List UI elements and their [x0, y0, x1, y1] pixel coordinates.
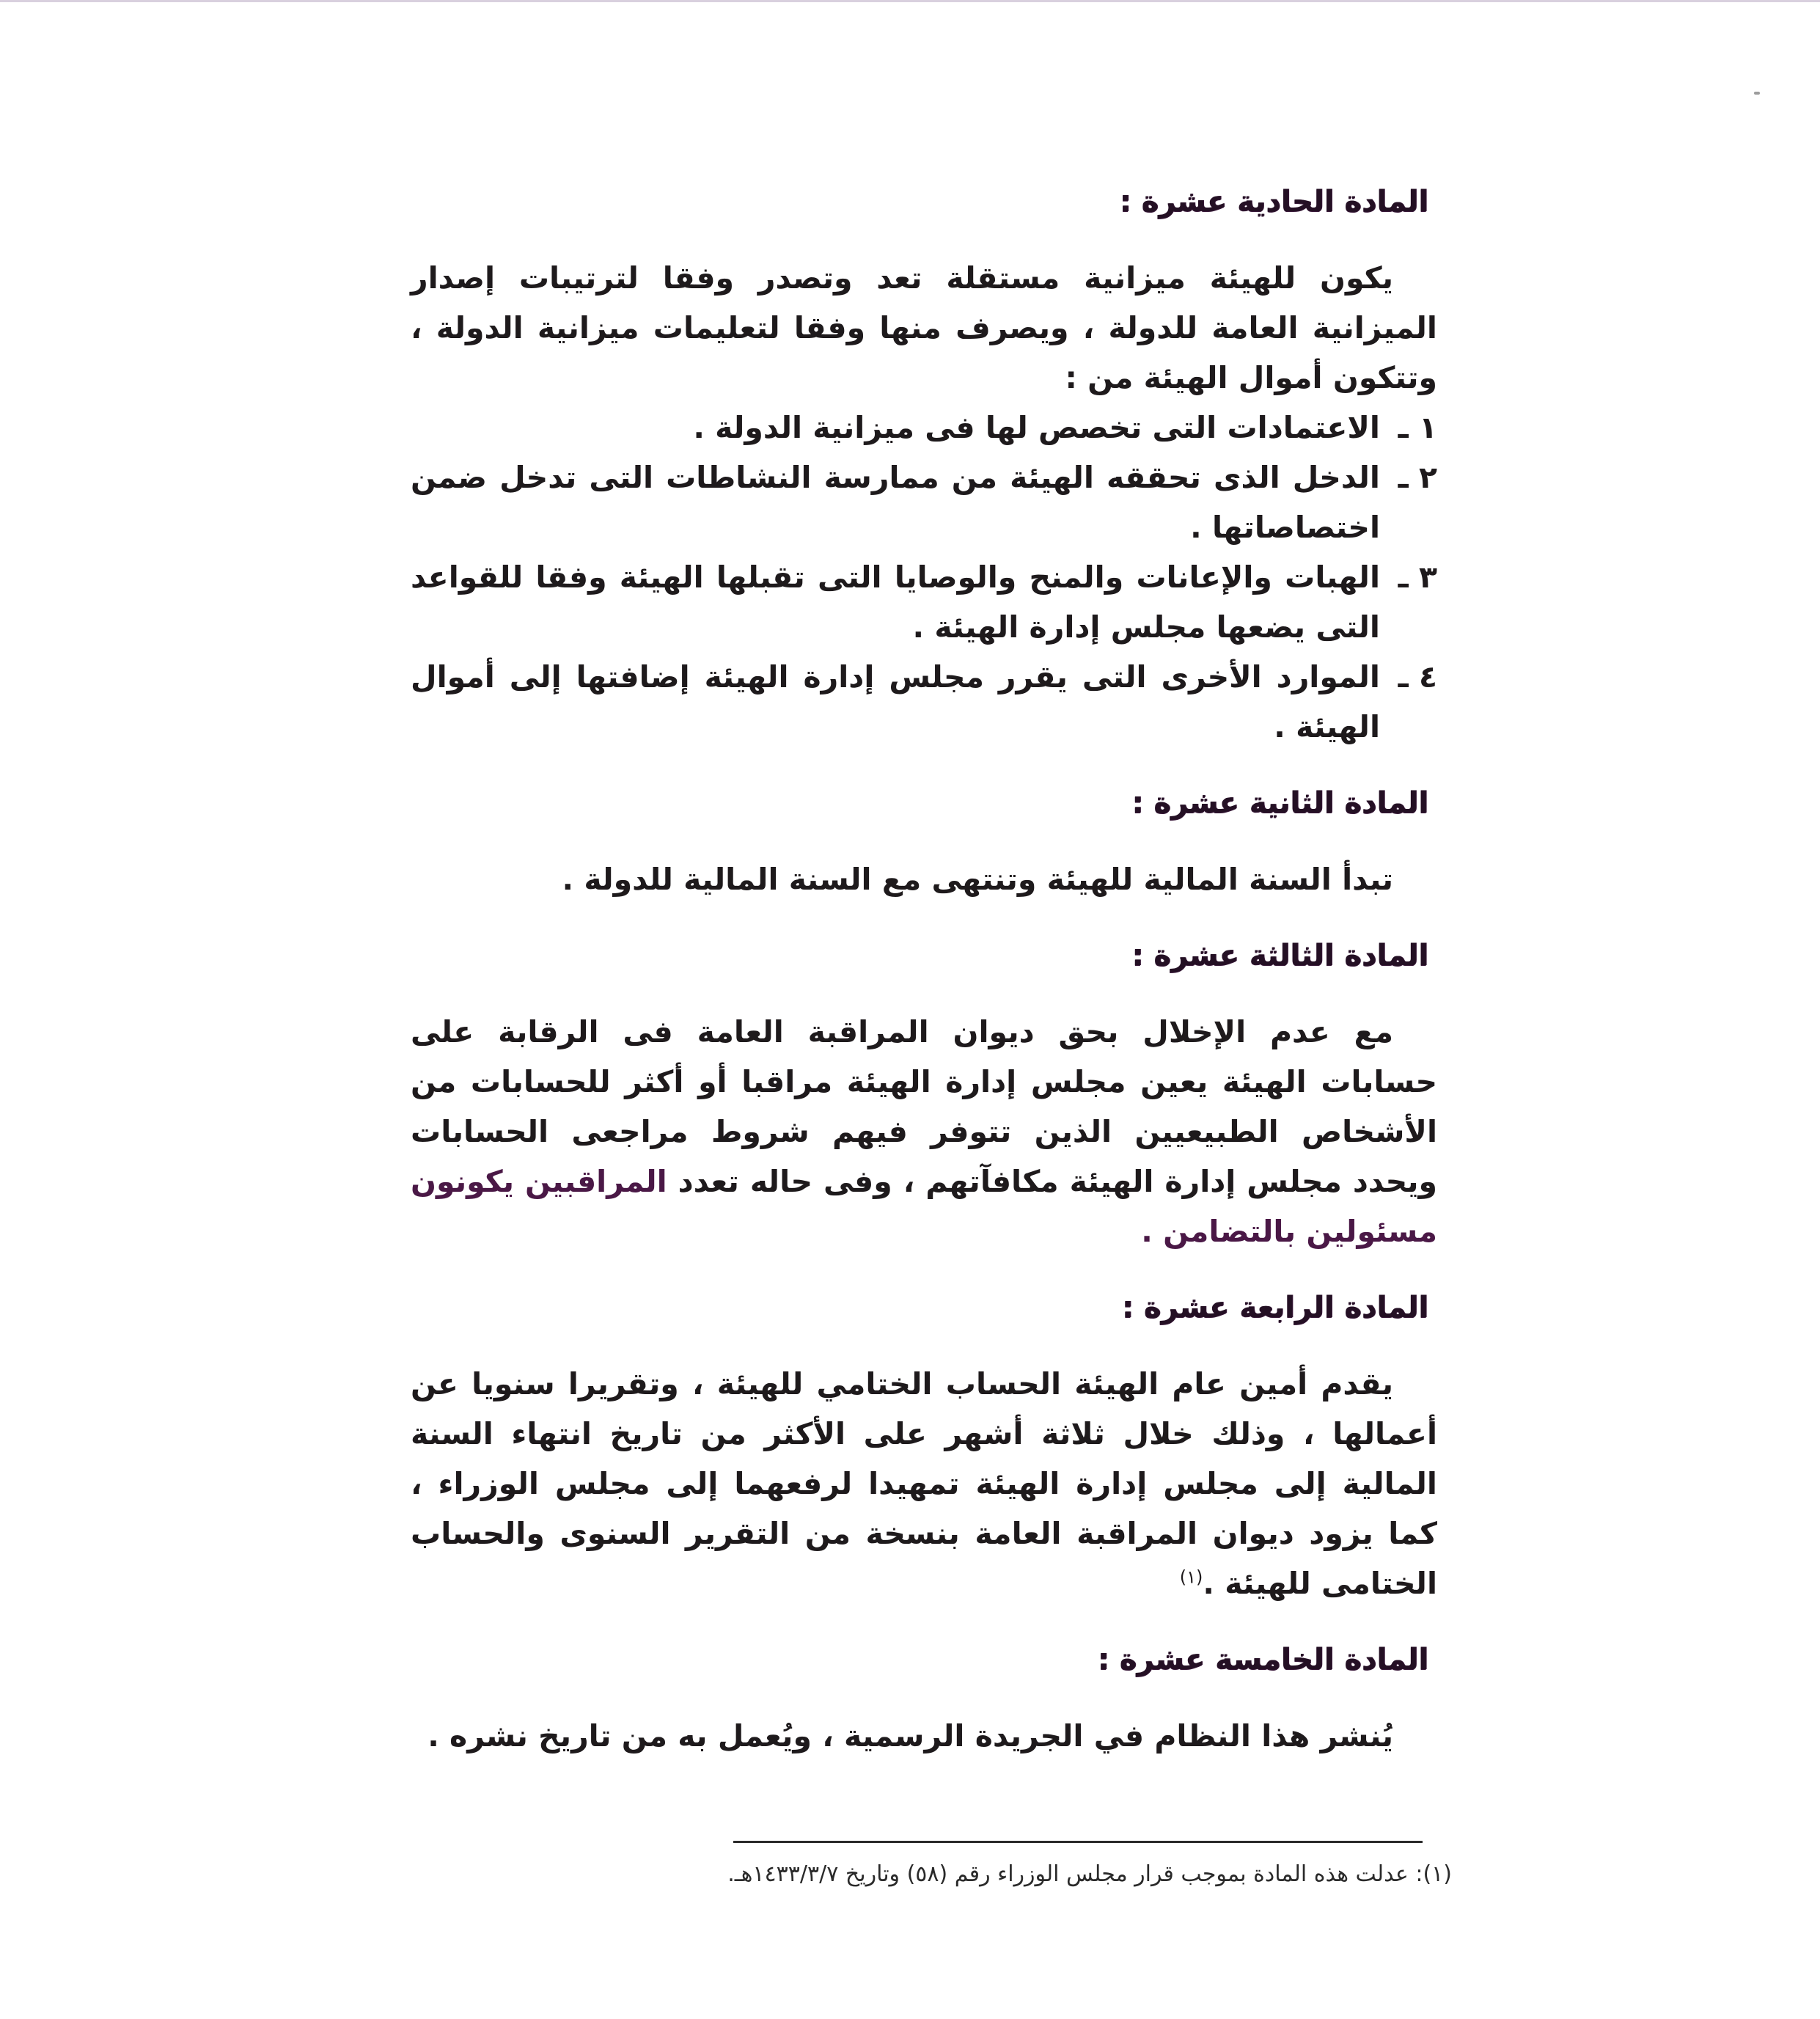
article-13-text-tail: المراقبين يكونون مسئولين بالتضامن .: [411, 1164, 1437, 1249]
list-item: [411, 403, 1437, 452]
article-14-body: [411, 1359, 1437, 1608]
article-15-body: [411, 1711, 1437, 1761]
footnote-text: (١): عدلت هذه المادة بموجب قرار مجلس الوزراء رقم (٥٨) وتاريخ ١٤٣٣/٣/٧هـ.: [727, 1861, 1452, 1887]
article-15-text: يُنشر هذا النظام في الجريدة الرسمية ، ويُعمل به من تاريخ نشره .: [428, 1718, 1393, 1754]
list-item-text: الموارد الأخرى التى يقرر مجلس إدارة الهيئة إضافتها إلى أموال الهيئة .: [411, 659, 1380, 744]
list-item-number: ٢ ـ: [1398, 460, 1437, 495]
article-11-body: [411, 253, 1437, 752]
article-14-text: يقدم أمين عام الهيئة الحساب الختامي للهيئة ، وتقريرا سنويا عن أعمالها ، وذلك خلال ثلاثة أشهر على الأكثر من تاريخ انتهاء السنة المالية إلى مجلس إدارة الهيئة تمهيدا لرفعهما إلى مجلس الوزراء ، كما يزود ديوان المراقبة العامة بنسخة من التقرير السنوى والحساب الختامى للهيئة .: [411, 1366, 1437, 1601]
article-12-text: تبدأ السنة المالية للهيئة وتنتهى مع السنة المالية للدولة .: [562, 862, 1393, 897]
article-11-intro: يكون للهيئة ميزانية مستقلة تعد وتصدر وفقا لترتيبات إصدار الميزانية العامة للدولة ، ويصرف منها وفقا لتعليمات ميزانية الدولة ، وتتكون أموال الهيئة من :: [411, 260, 1437, 395]
scan-edge-line: [0, 0, 1820, 2]
list-item: [411, 452, 1437, 552]
article-13-text: مع عدم الإخلال بحق ديوان المراقبة العامة فى الرقابة على حسابات الهيئة يعين مجلس إدارة الهيئة مراقبا أو أكثر للحسابات من الأشخاص الطبيعيين الذين تتوفر فيهم شروط مراجعى الحسابات ويحدد مجلس إدارة الهيئة مكافآتهم ، وفى حاله تعدد: [411, 1014, 1437, 1199]
article-13-heading: المادة الثالثة عشرة :: [1131, 939, 1428, 972]
list-item: [411, 652, 1437, 752]
footnote-reference[interactable]: (١): [1179, 1567, 1203, 1588]
list-item-number: ٣ ـ: [1398, 560, 1437, 595]
list-item-number: ٤ ـ: [1398, 659, 1437, 695]
list-item-text: الدخل الذى تحققه الهيئة من ممارسة النشاطات التى تدخل ضمن اختصاصاتها .: [411, 460, 1380, 545]
list-item-text: الهبات والإعانات والمنح والوصايا التى تقبلها الهيئة وفقا للقواعد التى يضعها مجلس إدارة الهيئة .: [411, 560, 1380, 645]
list-item-text: الاعتمادات التى تخصص لها فى ميزانية الدولة .: [693, 410, 1380, 445]
article-12-body: [411, 854, 1437, 904]
list-item-number: ١ ـ: [1398, 410, 1437, 445]
article-13-body: [411, 1007, 1437, 1256]
article-11-heading: المادة الحادية عشرة :: [1119, 185, 1428, 219]
article-15-heading: المادة الخامسة عشرة :: [1097, 1643, 1428, 1677]
document-body: [411, 180, 1437, 1761]
footnote-divider: [733, 1841, 1423, 1843]
scan-speck: [1754, 92, 1760, 95]
article-12-heading: المادة الثانية عشرة :: [1131, 786, 1428, 820]
list-item: [411, 552, 1437, 652]
article-14-heading: المادة الرابعة عشرة :: [1121, 1291, 1428, 1324]
